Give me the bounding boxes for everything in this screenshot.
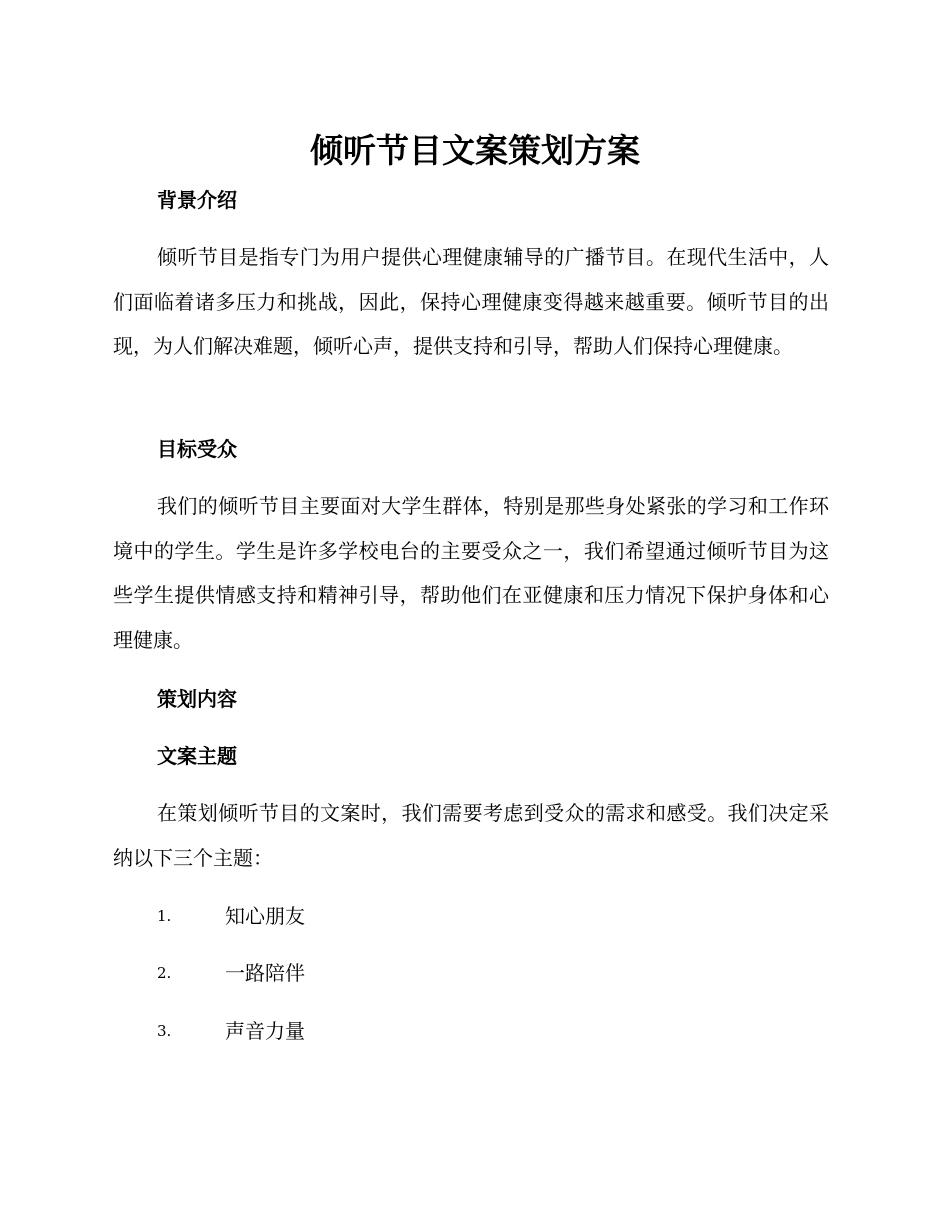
list-text: 知心朋友 [225,904,305,928]
list-number: 3. [157,1022,172,1040]
list-number: 1. [157,907,172,925]
paragraph-theme: 在策划倾听节目的文案时，我们需要考虑到受众的需求和感受。我们决定采纳以下三个主题： [113,801,829,870]
section-heading-theme: 文案主题 [157,744,237,768]
paragraph-audience: 我们的倾听节目主要面对大学生群体，特别是那些身处紧张的学习和工作环境中的学生。学生是许多学校电台的主要受众之一，我们希望通过倾听节目为这些学生提供情感支持和精神引导，帮助他们在亚健康和压力情况下保护身体和心理健康。 [113,494,829,653]
list-number: 2. [157,964,172,982]
section-heading-background: 背景介绍 [157,188,237,212]
document-title: 倾听节目文案策划方案 [310,131,640,170]
paragraph-background: 倾听节目是指专门为用户提供心理健康辅导的广播节目。在现代生活中，人们面临着诸多压力和挑战，因此，保持心理健康变得越来越重要。倾听节目的出现，为人们解决难题，倾听心声，提供支持和引导，帮助人们保持心理健康。 [113,245,829,359]
list-text: 一路陪伴 [225,961,305,985]
section-heading-content: 策划内容 [157,687,237,711]
section-heading-audience: 目标受众 [157,437,237,461]
list-text: 声音力量 [225,1019,305,1043]
